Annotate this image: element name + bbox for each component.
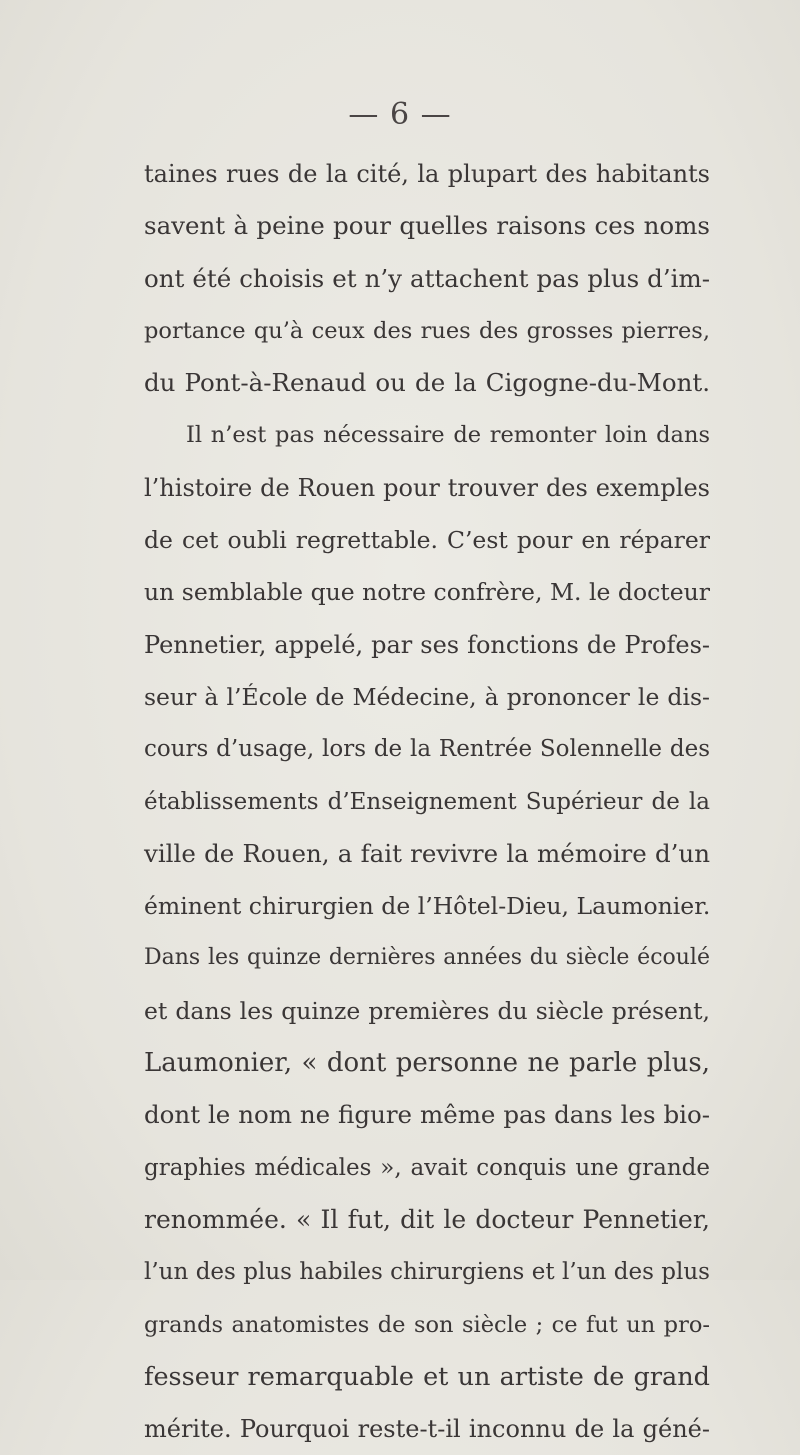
text-line: grands anatomistes de son siècle ; ce fut un pro- (144, 1311, 710, 1338)
page-number: — 6 — (348, 97, 452, 132)
text-line: portance qu’à ceux des rues des grosses pierres, (144, 317, 710, 344)
text-line: taines rues de la cité, la plupart des habitants (144, 160, 710, 188)
text-line: Laumonier, « dont personne ne parle plus, (144, 1048, 710, 1079)
paragraph-start-line: Il n’est pas nécessaire de remonter loin dans (186, 422, 710, 449)
text-line: établissements d’Enseignement Supérieur de la (144, 788, 710, 815)
text-line: Dans les quinze dernières années du siècle écoulé (144, 945, 710, 971)
text-line: un semblable que notre confrère, M. le docteur (144, 578, 710, 607)
text-line: dont le nom ne figure même pas dans les bio- (144, 1100, 710, 1130)
text-line: de cet oubli regrettable. C’est pour en réparer (144, 526, 710, 555)
text-line: et dans les quinze premières du siècle présent, (144, 996, 710, 1025)
text-line: ville de Rouen, a fait revivre la mémoire d’un (144, 838, 710, 868)
text-line: fesseur remarquable et un artiste de grand (144, 1361, 710, 1392)
text-line: graphies médicales », avait conquis une grande (144, 1154, 710, 1181)
text-line: seur à l’École de Médecine, à prononcer le dis- (144, 682, 710, 711)
text-line: cours d’usage, lors de la Rentrée Solennelle des (144, 736, 710, 763)
text-line: ont été choisis et n’y attachent pas plus d’im- (144, 263, 710, 293)
body-text (144, 148, 710, 1455)
text-line: Pennetier, appelé, par ses fonctions de Profes- (144, 630, 710, 659)
text-line: éminent chirurgien de l’Hôtel-Dieu, Laumonier. (144, 892, 711, 921)
text-line: l’histoire de Rouen pour trouver des exemples (144, 473, 710, 502)
text-line: du Pont-à-Renaud ou de la Cigogne-du-Mont. (144, 368, 710, 398)
text-line: l’un des plus habiles chirurgiens et l’un des plus (144, 1259, 710, 1286)
text-line: mérite. Pourquoi reste-t-il inconnu de la géné- (144, 1415, 710, 1444)
text-line: savent à peine pour quelles raisons ces noms (144, 211, 710, 241)
text-line: renommée. « Il fut, dit le docteur Pennetier, (144, 1204, 710, 1234)
